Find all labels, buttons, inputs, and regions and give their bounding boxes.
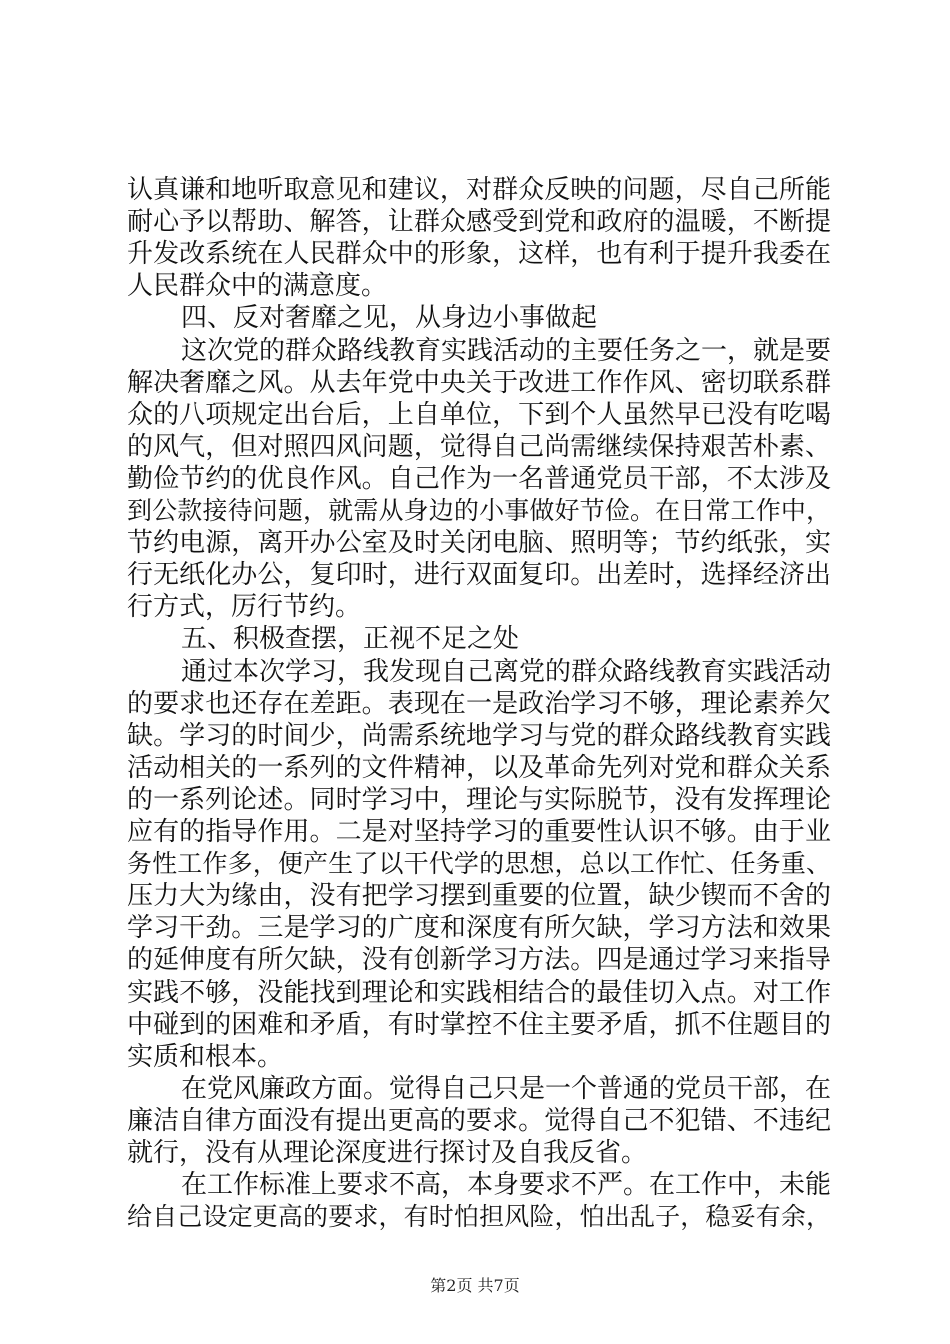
- body-text-line: 廉洁自律方面没有提出更高的要求。觉得自己不犯错、不违纪: [127, 1105, 831, 1136]
- body-text-line: 实质和根本。: [127, 1041, 284, 1072]
- body-text-line: 在工作标准上要求不高，本身要求不严。在工作中，未能: [181, 1170, 832, 1201]
- body-text-line: 节约电源，离开办公室及时关闭电脑、照明等；节约纸张，实: [127, 528, 831, 559]
- body-text-line: 解决奢靡之风。从去年党中央关于改进工作作风、密切联系群: [127, 367, 831, 398]
- body-text-line: 压力大为缘由，没有把学习摆到重要的位置，缺少锲而不舍的: [127, 881, 831, 912]
- body-text-line: 通过本次学习，我发现自己离党的群众路线教育实践活动: [181, 656, 832, 687]
- body-text-line: 实践不够，没能找到理论和实践相结合的最佳切入点。对工作: [127, 977, 831, 1008]
- body-text-line: 的延伸度有所欠缺，没有创新学习方法。四是通过学习来指导: [127, 945, 831, 976]
- section-heading: 四、反对奢靡之见，从身边小事做起: [181, 303, 598, 334]
- section-heading: 五、积极查摆，正视不足之处: [181, 624, 520, 655]
- body-text-line: 应有的指导作用。二是对坚持学习的重要性认识不够。由于业: [127, 817, 831, 847]
- body-text-line: 升发改系统在人民群众中的形象，这样，也有利于提升我委在: [127, 239, 831, 270]
- body-text-line: 行方式，厉行节约。: [127, 592, 362, 623]
- body-text-line: 勤俭节约的优良作风。自己作为一名普通党员干部，不太涉及: [127, 463, 831, 494]
- body-text-line: 的要求也还存在差距。表现在一是政治学习不够，理论素养欠: [127, 688, 831, 719]
- body-text-line: 在党风廉政方面。觉得自己只是一个普通的党员干部，在: [181, 1073, 832, 1104]
- body-text-line: 务性工作多，便产生了以干代学的思想，总以工作忙、任务重、: [127, 849, 831, 879]
- body-text-line: 中碰到的困难和矛盾，有时掌控不住主要矛盾，抓不住题目的: [127, 1009, 831, 1040]
- body-text-line: 缺。学习的时间少，尚需系统地学习与党的群众路线教育实践: [127, 720, 831, 751]
- body-text-line: 耐心予以帮助、解答，让群众感受到党和政府的温暖，不断提: [127, 207, 831, 238]
- body-text-line: 众的八项规定出台后，上自单位，下到个人虽然早已没有吃喝: [127, 399, 831, 430]
- body-text-line: 的风气，但对照四风问题，觉得自己尚需继续保持艰苦朴素、: [127, 431, 831, 462]
- body-text-line: 到公款接待问题，就需从身边的小事做好节俭。在日常工作中，: [127, 496, 831, 525]
- body-text-line: 人民群众中的满意度。: [127, 271, 388, 302]
- body-text-line: 活动相关的一系列的文件精神，以及革命先列对党和群众关系: [127, 752, 831, 783]
- body-text-line: 给自己设定更高的要求，有时怕担风险，怕出乱子，稳妥有余，: [127, 1202, 831, 1232]
- body-text-line: 学习干劲。三是学习的广度和深度有所欠缺，学习方法和效果: [127, 913, 831, 944]
- page-number-footer: 第2页 共7页: [430, 1276, 520, 1295]
- body-text-line: 认真谦和地听取意见和建议，对群众反映的问题，尽自己所能: [127, 175, 831, 205]
- body-text-line: 就行，没有从理论深度进行探讨及自我反省。: [127, 1138, 648, 1168]
- body-text-line: 这次党的群众路线教育实践活动的主要任务之一，就是要: [181, 335, 832, 366]
- body-text-line: 的一系列论述。同时学习中，理论与实际脱节，没有发挥理论: [127, 784, 831, 815]
- body-text-line: 行无纸化办公，复印时，进行双面复印。出差时，选择经济出: [127, 560, 831, 591]
